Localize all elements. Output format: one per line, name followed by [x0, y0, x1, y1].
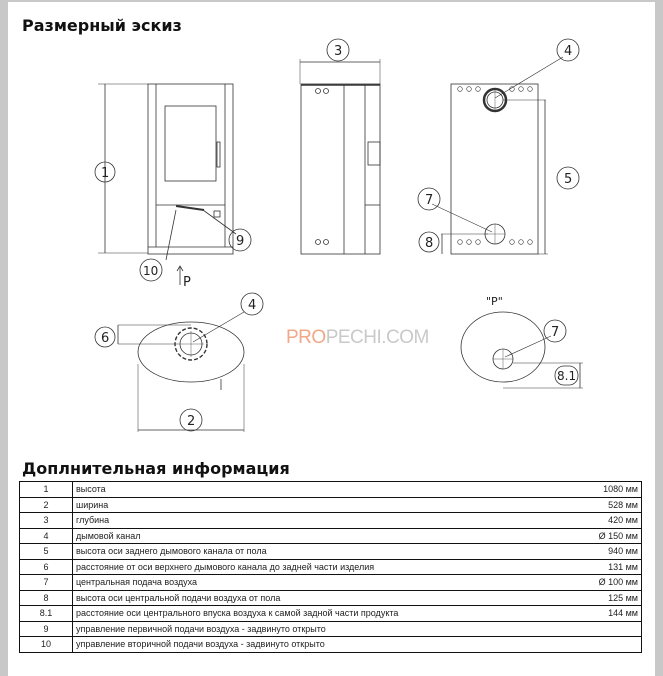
row-num: 10 — [20, 637, 73, 653]
svg-text:5: 5 — [564, 172, 573, 187]
row-desc: дымовой канал — [73, 528, 572, 544]
svg-text:9: 9 — [236, 234, 245, 249]
svg-text:7: 7 — [425, 193, 434, 208]
svg-text:8: 8 — [425, 236, 434, 251]
row-num: 6 — [20, 559, 73, 575]
row-value: Ø 150 мм — [572, 528, 642, 544]
table-row — [20, 482, 642, 498]
table-row — [20, 606, 642, 622]
svg-text:6: 6 — [101, 331, 110, 346]
side-view — [300, 39, 380, 254]
svg-text:4: 4 — [248, 298, 257, 313]
row-desc: ширина — [73, 497, 572, 513]
row-num: 8.1 — [20, 606, 73, 622]
row-desc: высота оси центральной подачи воздуха от пола — [73, 590, 572, 606]
table-row — [20, 590, 642, 606]
table-row — [20, 544, 642, 560]
row-desc: управление вторичной подачи воздуха - задвинуто открыто — [73, 637, 572, 653]
table-row — [20, 497, 642, 513]
table-row — [20, 575, 642, 591]
svg-text:7: 7 — [551, 325, 560, 340]
svg-text:2: 2 — [187, 414, 196, 429]
document-page — [8, 2, 655, 676]
svg-text:1: 1 — [101, 166, 110, 181]
svg-text:P: P — [183, 275, 191, 290]
row-value: 144 мм — [572, 606, 642, 622]
row-value: 528 мм — [572, 497, 642, 513]
sketch-title: Размерный эскиз — [22, 16, 182, 35]
row-desc: высота — [73, 482, 572, 498]
row-desc: управление первичной подачи воздуха - задвинуто открыто — [73, 621, 572, 637]
row-desc: глубина — [73, 513, 572, 529]
table-row — [20, 513, 642, 529]
watermark-part1: PRO — [286, 327, 326, 348]
row-value — [572, 621, 642, 637]
table-row — [20, 559, 642, 575]
table-row — [20, 621, 642, 637]
table-row — [20, 528, 642, 544]
dimension-drawings — [8, 2, 655, 452]
info-title: Доплнительная информация — [22, 459, 290, 478]
row-num: 5 — [20, 544, 73, 560]
row-desc: расстояние оси центрального впуска воздуха к самой задной части продукта — [73, 606, 572, 622]
row-desc: расстояние от оси верхнего дымового канала до задней части изделия — [73, 559, 572, 575]
row-num: 7 — [20, 575, 73, 591]
row-num: 2 — [20, 497, 73, 513]
svg-text:4: 4 — [564, 44, 573, 59]
watermark-part2: PECHI.COM — [325, 327, 429, 348]
row-desc: центральная подача воздуха — [73, 575, 572, 591]
rear-view — [418, 39, 579, 254]
svg-text:"P": "P" — [486, 295, 503, 308]
specs-table — [19, 481, 642, 653]
row-num: 8 — [20, 590, 73, 606]
row-num: 9 — [20, 621, 73, 637]
svg-text:3: 3 — [334, 44, 343, 59]
row-num: 4 — [20, 528, 73, 544]
row-value: 1080 мм — [572, 482, 642, 498]
row-num: 1 — [20, 482, 73, 498]
table-row — [20, 637, 642, 653]
row-value: Ø 100 мм — [572, 575, 642, 591]
row-num: 3 — [20, 513, 73, 529]
row-value — [572, 637, 642, 653]
front-view — [95, 84, 251, 290]
top-view — [95, 293, 263, 432]
svg-text:10: 10 — [143, 264, 159, 278]
row-desc: высота оси заднего дымового канала от пола — [73, 544, 572, 560]
row-value: 131 мм — [572, 559, 642, 575]
view-p — [461, 295, 583, 388]
row-value: 940 мм — [572, 544, 642, 560]
row-value: 420 мм — [572, 513, 642, 529]
svg-text:8.1: 8.1 — [557, 369, 577, 383]
row-value: 125 мм — [572, 590, 642, 606]
watermark-logo — [286, 327, 429, 349]
